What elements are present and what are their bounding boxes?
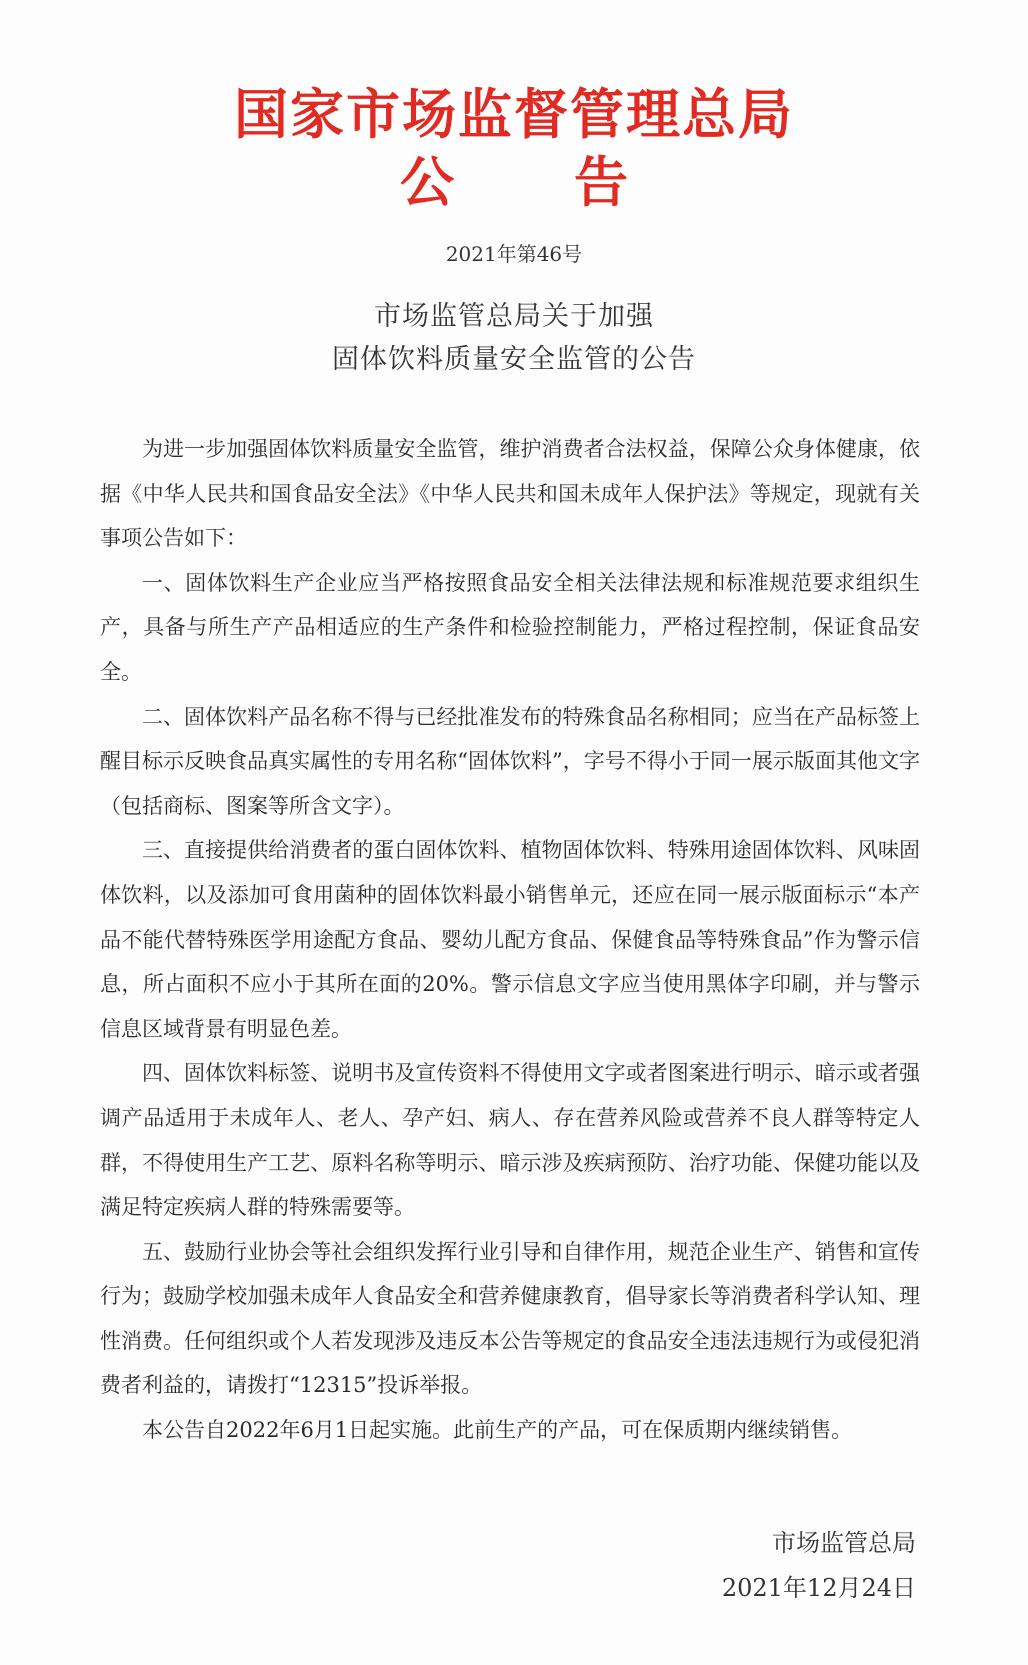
paragraph-effective-date: 本公告自2022年6月1日起实施。此前生产的产品，可在保质期内继续销售。: [142, 1418, 853, 1443]
document-title-line-2: 固体饮料质量安全监管的公告: [332, 344, 696, 375]
paragraph-intro: 为进一步加强固体饮料质量安全监管，维护消费者合法权益，保障公众身体健康，依据《中华人民共和国食品安全法》《中华人民共和国未成年人保护法》等规定，现就有关事项公告如下：: [100, 437, 920, 551]
notice-header: 公告: [400, 151, 748, 214]
document-body: [100, 427, 920, 1453]
document-number: 2021年第46号: [445, 242, 583, 266]
signature-organization: 市场监管总局: [772, 1529, 916, 1557]
paragraph-item-4: 四、固体饮料标签、说明书及宣传资料不得使用文字或者图案进行明示、暗示或者强调产品适用于未成年人、老人、孕产妇、病人、存在营养风险或营养不良人群等特定人群，不得使用生产工艺、原料名称等明示、暗示涉及疾病预防、治疗功能、保健功能以及满足特定疾病人群的特殊需要等。: [100, 1061, 920, 1220]
document-title-line-1: 市场监管总局关于加强: [374, 301, 654, 332]
paragraph-item-1: 一、固体饮料生产企业应当严格按照食品安全相关法律法规和标准规范要求组织生产，具备与所生产产品相适应的生产条件和检验控制能力，严格过程控制，保证食品安全。: [100, 570, 920, 684]
paragraph-item-3: 三、直接提供给消费者的蛋白固体饮料、植物固体饮料、特殊用途固体饮料、风味固体饮料，以及添加可食用菌种的固体饮料最小销售单元，还应在同一展示版面标示“本产品不能代替特殊医学用途配方食品、婴幼儿配方食品、保健食品等特殊食品”作为警示信息，所占面积不应小于其所在面的20%。警示信息文字应当使用黑体字印刷，并与警示信息区域背景有明显色差。: [100, 838, 920, 1041]
signature-date: 2021年12月24日: [721, 1574, 916, 1602]
paragraph-item-5: 五、鼓励行业协会等社会组织发挥行业引导和自律作用，规范企业生产、销售和宣传行为；鼓励学校加强未成年人食品安全和营养健康教育，倡导家长等消费者科学认知、理性消费。任何组织或个人若发现涉及违反本公告等规定的食品安全违法违规行为或侵犯消费者利益的，请拨打“12315”投诉举报。: [100, 1239, 920, 1398]
agency-header: 国家市场监督管理总局: [234, 83, 794, 146]
paragraph-item-2: 二、固体饮料产品名称不得与已经批准发布的特殊食品名称相同；应当在产品标签上醒目标示反映食品真实属性的专用名称“固体饮料”，字号不得小于同一展示版面其他文字（包括商标、图案等所含文字）。: [100, 704, 920, 818]
